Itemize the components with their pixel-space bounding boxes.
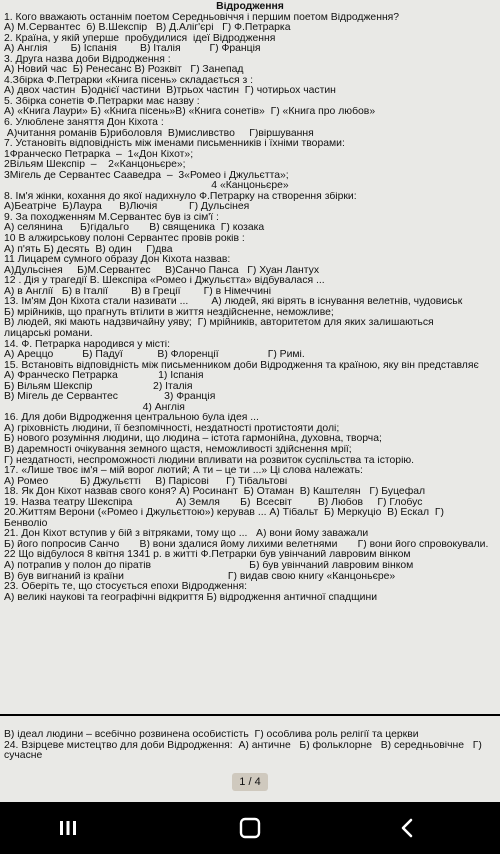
text-line: 3. Друга назва доби Відродження : bbox=[4, 54, 171, 65]
text-line: В) був вигнаний із країни Г) видав свою книгу «Канцоньєре» bbox=[4, 571, 396, 582]
text-line: 7. Установіть відповідність між іменами письменників і їхніми творами: bbox=[4, 139, 345, 150]
text-line: А) п'ять Б) десять В) один Г)два bbox=[4, 244, 173, 255]
text-line: А) гріховність людини, її безпомічності, нездатності протистояти долі; bbox=[4, 423, 340, 434]
text-line: 4.Збірка Ф.Петрарки «Книга пісень» складається з : bbox=[4, 75, 254, 86]
text-line: 1Франческо Петрарка – 1«Дон Кіхот»; bbox=[4, 149, 194, 160]
text-line: 1. Кого вважають останнім поетом Середньовіччя і першим поетом Відродження? bbox=[4, 12, 400, 23]
text-line: Б) нового розуміння людини, що людина – істота гармонійна, духовна, творча; bbox=[4, 434, 382, 445]
text-line: А) Новий час Б) Ренесанс В) Розквіт Г) Занепад bbox=[4, 65, 244, 76]
text-line: А) Англія Б) Іспанія В) Італія Г) Франція bbox=[4, 44, 261, 55]
text-line: А) Франческо Петрарка 1) Іспанія bbox=[4, 371, 204, 382]
text-line: А) Ареццо Б) Падуї В) Флоренції Г) Римі. bbox=[4, 350, 305, 361]
text-line: 4) Англія bbox=[4, 402, 185, 413]
text-line: 6. Улюблене заняття Дон Кіхота : bbox=[4, 118, 164, 129]
text-line: 12 . Дія у трагедії В. Шекспіра «Ромео і Джульєтта» відбувалася ... bbox=[4, 276, 325, 287]
text-line: В) людей, які мають надзвичайну уяву; Г) мрійників, авторитетом для яких залишаються bbox=[4, 318, 434, 329]
text-line: 2. Країна, у якій уперше пробудилися ідеї Відродження bbox=[4, 33, 276, 44]
text-line: 3Мігель де Сервантес Сааведра – 3«Ромео і Джульєтта»; bbox=[4, 170, 289, 181]
page-2-text bbox=[0, 716, 500, 762]
document-title: Відродження bbox=[216, 2, 284, 12]
back-icon[interactable] bbox=[396, 816, 420, 840]
text-line: 23. Оберіть те, що стосується епохи Відродження: bbox=[4, 582, 248, 593]
text-line: А) в Англії Б) в Італії В) в Греції Г) в Німеччині bbox=[4, 286, 272, 297]
text-line: 8. Ім'я жінки, кохання до якої надихнуло Ф.Петрарку на створення збірки: bbox=[4, 191, 357, 202]
text-line: сучасне bbox=[4, 751, 43, 762]
text-line: 24. Взірцеве мистецтво для доби Відродження: А) античне Б) фольклорне В) середньовічне Г) bbox=[4, 740, 482, 751]
text-line: А)читання романів Б)риболовля В)мисливство Г)віршування bbox=[4, 128, 314, 139]
text-line: 4 «Канцоньєре» bbox=[211, 181, 289, 192]
text-line: 9. За походженням М.Сервантес був із сім'ї : bbox=[4, 212, 219, 223]
text-line: лицарські романи. bbox=[4, 328, 93, 339]
text-line: 15. Встановіть відповідність між письменником доби Відродження та країною, яку він представляє bbox=[4, 360, 479, 371]
text-line: А) «Книга Лаури» Б) «Книга пісень»В) «Книга сонетів» Г) «Книга про любов» bbox=[4, 107, 376, 118]
text-line: 22 Що відбулося 8 квітня 1341 р. в житті Ф.Петрарки був увінчаний лавровим вінком bbox=[4, 550, 411, 561]
text-line: Г) нездатності, неспроможності людини впливати на розвиток суспільства та історію. bbox=[4, 455, 415, 466]
text-line: А)Дульсінея Б)М.Сервантес В)Санчо Панса Г) Хуан Лантух bbox=[4, 265, 320, 276]
text-line: 17. «Лише твоє ім'я – мій ворог лютий; А ти – це ти ...» Ці слова належать: bbox=[4, 466, 363, 477]
text-line: В) ідеал людини – всебічно розвинена особистість Г) особлива роль релігії та церкви bbox=[4, 730, 419, 740]
text-line: Бенволіо bbox=[4, 518, 48, 529]
text-line: А) Ромео Б) Джульєтті В) Парісові Г) Тібальтові bbox=[4, 476, 288, 487]
home-icon[interactable] bbox=[238, 816, 262, 840]
text-line: В) Мігель де Сервантес 3) Франція bbox=[4, 392, 216, 403]
text-line: А)Беатріче Б)Лаура В)Лючія Г) Дульсінея bbox=[4, 202, 250, 213]
text-line: 11 Лицарем сумного образу Дон Кіхота назвав: bbox=[4, 255, 231, 266]
text-line: 10 В алжирськову полоні Сервантес провів років : bbox=[4, 234, 245, 245]
android-navigation-bar bbox=[0, 802, 500, 854]
text-line: 2Вільям Шекспір – 2«Канцоньєре»; bbox=[4, 160, 186, 171]
text-line: 20.Життям Верони («Ромео і Джульєттою») керував ... А) Тібальт Б) Меркуціо В) Ескал Г) bbox=[4, 508, 444, 519]
text-line: А) М.Сервантес б) В.Шекспір В) Д.Аліг'єрі Г) Ф.Петрарка bbox=[4, 23, 291, 34]
text-line: 18. Як Дон Кіхот назвав свого коня? А) Росинант Б) Отаман В) Каштелян Г) Буцефал bbox=[4, 487, 426, 498]
text-line: 5. Збірка сонетів Ф.Петрарки має назву : bbox=[4, 96, 200, 107]
text-line: А) селянина Б)гідальго В) священика Г) козака bbox=[4, 223, 265, 234]
text-line: Б) Вільям Шекспір 2) Італія bbox=[4, 381, 193, 392]
text-line: А) потрапив у полон до піратів Б) був увінчаний лавровим вінком bbox=[4, 560, 414, 571]
text-line: А) великі наукові та географічні відкриття Б) відродження античної спадщини bbox=[4, 592, 378, 603]
page-indicator[interactable]: 1 / 4 bbox=[232, 773, 268, 791]
text-line: 13. Ім'ям Дон Кіхота стали називати ... А) людей, які вірять в існування велетнів, чудовиськ bbox=[4, 297, 463, 308]
text-line: А) двох частин Б)однієї частини В)трьох частин Г) чотирьох частин bbox=[4, 86, 336, 97]
text-line: Б) мрійників, що прагнуть втілити в життя нездійсненне, неможливе; bbox=[4, 307, 334, 318]
text-line: 14. Ф. Петрарка народився у місті: bbox=[4, 339, 170, 350]
menu-icon[interactable] bbox=[56, 816, 80, 840]
text-line: В) даремності очікування земного щастя, неможливості здійснення мрії; bbox=[4, 444, 352, 455]
text-line: 19. Назва театру Шекспіра А) Земля Б) Всесвіт В) Любов Г) Глобус bbox=[4, 497, 423, 508]
text-line: 16. Для доби Відродження центральною була ідея ... bbox=[4, 413, 259, 424]
text-line: Б) його попросив Санчо В) вони здалися йому лихими велетнями Г) вони його спровокували. bbox=[4, 539, 489, 550]
text-line: 21. Дон Кіхот вступив у бій з вітряками, тому що ... А) вони йому заважали bbox=[4, 529, 369, 540]
